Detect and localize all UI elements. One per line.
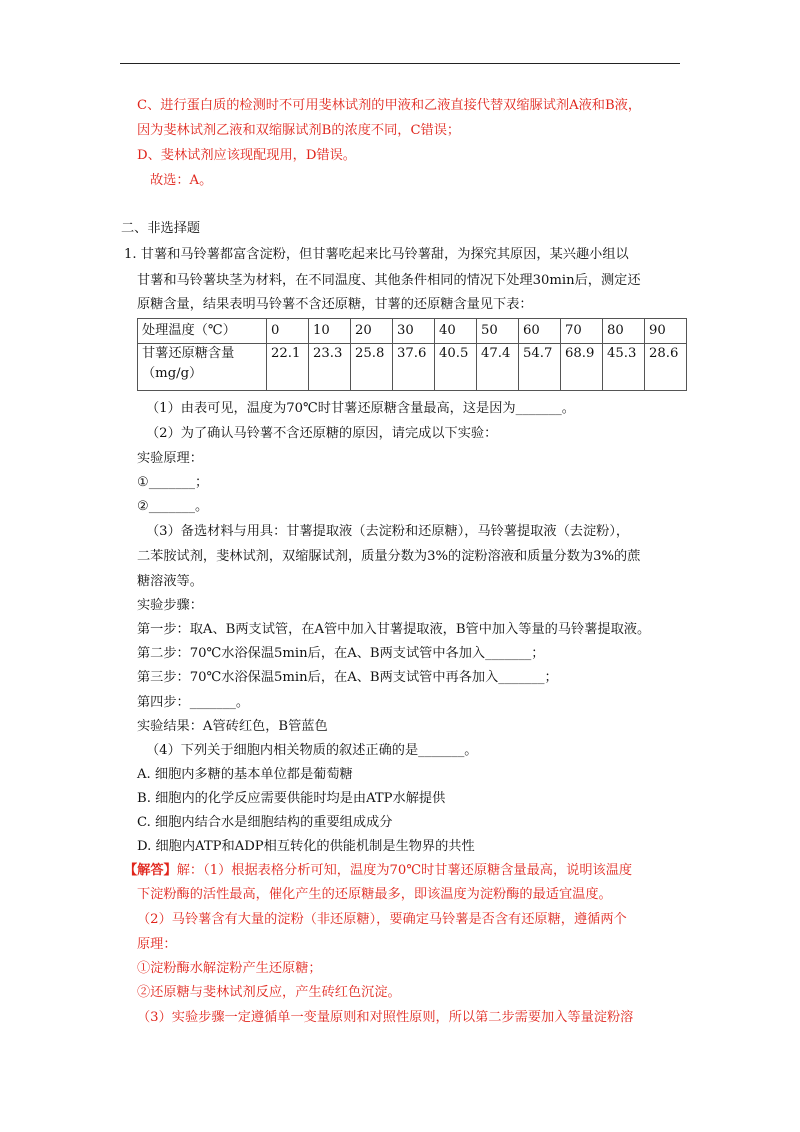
table-cell: 23.3 (309, 344, 351, 391)
table-cell: 30 (393, 319, 435, 344)
table-cell: 45.3 (603, 344, 645, 391)
solution-line: ①淀粉酶水解淀粉产生还原糖； (137, 961, 322, 976)
option-c: C. 细胞内结合水是细胞结构的重要组成成分 (137, 815, 393, 830)
table-header-temperature: 处理温度（℃） (138, 319, 267, 344)
table-cell: 25.8 (351, 344, 393, 391)
question-stem-line: 1. 甘薯和马铃薯都富含淀粉，但甘薯吃起来比马铃薯甜，为探究其原因，某兴趣小组以 (124, 247, 629, 262)
sugar-unit: （mg/g） (142, 366, 203, 381)
section-title: 二、非选择题 (121, 221, 201, 236)
solution-line: （3）实验步骤一定遵循单一变量原则和对照性原则，所以第二步需要加入等量淀粉溶 (137, 1010, 634, 1025)
question-line: 糖溶液等。 (137, 574, 203, 589)
table-cell: 40 (435, 319, 477, 344)
solution-tag: 【解答】 (124, 863, 177, 878)
table-cell: 28.6 (645, 344, 687, 391)
sugar-label: 甘薯还原糖含量 (142, 346, 235, 361)
answer-option-c-line2: 因为斐林试剂乙液和双缩脲试剂B的浓度不同，C错误； (137, 123, 461, 138)
table-cell: 37.6 (393, 344, 435, 391)
question-line: 二苯胺试剂，斐林试剂，双缩脲试剂，质量分数为3%的淀粉溶液和质量分数为3%的蔗 (137, 549, 641, 564)
question-line: 第四步：_______。 (137, 695, 250, 710)
answer-choice: 故选：A。 (150, 173, 213, 188)
question-line: ②_______。 (137, 499, 209, 514)
table-cell: 22.1 (267, 344, 309, 391)
table-row (138, 319, 687, 344)
solution-first-text: 解：（1）根据表格分析可知，温度为70℃时甘薯还原糖含量最高，说明该温度 (176, 863, 633, 878)
table-row (138, 344, 687, 391)
sugar-content-table (137, 318, 687, 391)
question-line: 实验原理： (137, 451, 203, 466)
table-cell: 40.5 (435, 344, 477, 391)
question-line: 实验结果：A管砖红色，B管蓝色 (137, 719, 328, 734)
table-cell: 70 (561, 319, 603, 344)
answer-option-d: D、斐林试剂应该现配现用，D错误。 (137, 148, 356, 163)
solution-line: 原理： (137, 937, 177, 952)
header-rule (120, 63, 680, 64)
question-line: （4）下列关于细胞内相关物质的叙述正确的是_______。 (146, 743, 478, 758)
solution-line: ②还原糖与斐林试剂反应，产生砖红色沉淀。 (137, 985, 401, 1000)
question-line: 实验步骤： (137, 598, 203, 613)
question-line: （2）为了确认马铃薯不含还原糖的原因，请完成以下实验： (146, 426, 498, 441)
option-a: A. 细胞内多糖的基本单位都是葡萄糖 (137, 767, 353, 782)
solution-line: （2）马铃薯含有大量的淀粉（非还原糖），要确定马铃薯是否含有还原糖，遵循两个 (137, 912, 627, 927)
question-line: （3）备选材料与用具：甘薯提取液（去淀粉和还原糖），马铃薯提取液（去淀粉）， (146, 524, 630, 539)
table-cell: 10 (309, 319, 351, 344)
table-cell: 90 (645, 319, 687, 344)
question-line: 第二步：70℃水浴保温5min后，在A、B两支试管中各加入_______； (137, 646, 545, 661)
question-line: ①_______； (137, 475, 209, 490)
question-stem-line: 原糖含量，结果表明马铃薯不含还原糖，甘薯的还原糖含量见下表： (137, 297, 533, 312)
option-d: D. 细胞内ATP和ADP相互转化的供能机制是生物界的共性 (137, 839, 475, 854)
table-cell: 50 (477, 319, 519, 344)
table-cell: 68.9 (561, 344, 603, 391)
table-cell: 20 (351, 319, 393, 344)
question-line: （1）由表可见，温度为70℃时甘薯还原糖含量最高，这是因为_______。 (146, 401, 575, 416)
table-cell: 47.4 (477, 344, 519, 391)
question-line: 第一步：取A、B两支试管，在A管中加入甘薯提取液，B管中加入等量的马铃薯提取液。 (137, 622, 651, 637)
table-cell: 54.7 (519, 344, 561, 391)
question-stem-line: 甘薯和马铃薯块茎为材料，在不同温度、其他条件相同的情况下处理30min后，测定还 (137, 273, 641, 288)
table-cell: 80 (603, 319, 645, 344)
answer-option-c-line1: C、进行蛋白质的检测时不可用斐林试剂的甲液和乙液直接代替双缩脲试剂A液和B液， (137, 98, 642, 113)
option-b: B. 细胞内的化学反应需要供能时均是由ATP水解提供 (137, 791, 446, 806)
solution-line: 下淀粉酶的活性最高，催化产生的还原糖最多，即该温度为淀粉酶的最适宜温度。 (137, 887, 612, 902)
question-line: 第三步：70℃水浴保温5min后，在A、B两支试管中再各加入_______； (137, 670, 558, 685)
table-cell: 0 (267, 319, 309, 344)
table-cell: 60 (519, 319, 561, 344)
table-header-sugar (138, 344, 267, 391)
solution-first-line (124, 862, 632, 880)
